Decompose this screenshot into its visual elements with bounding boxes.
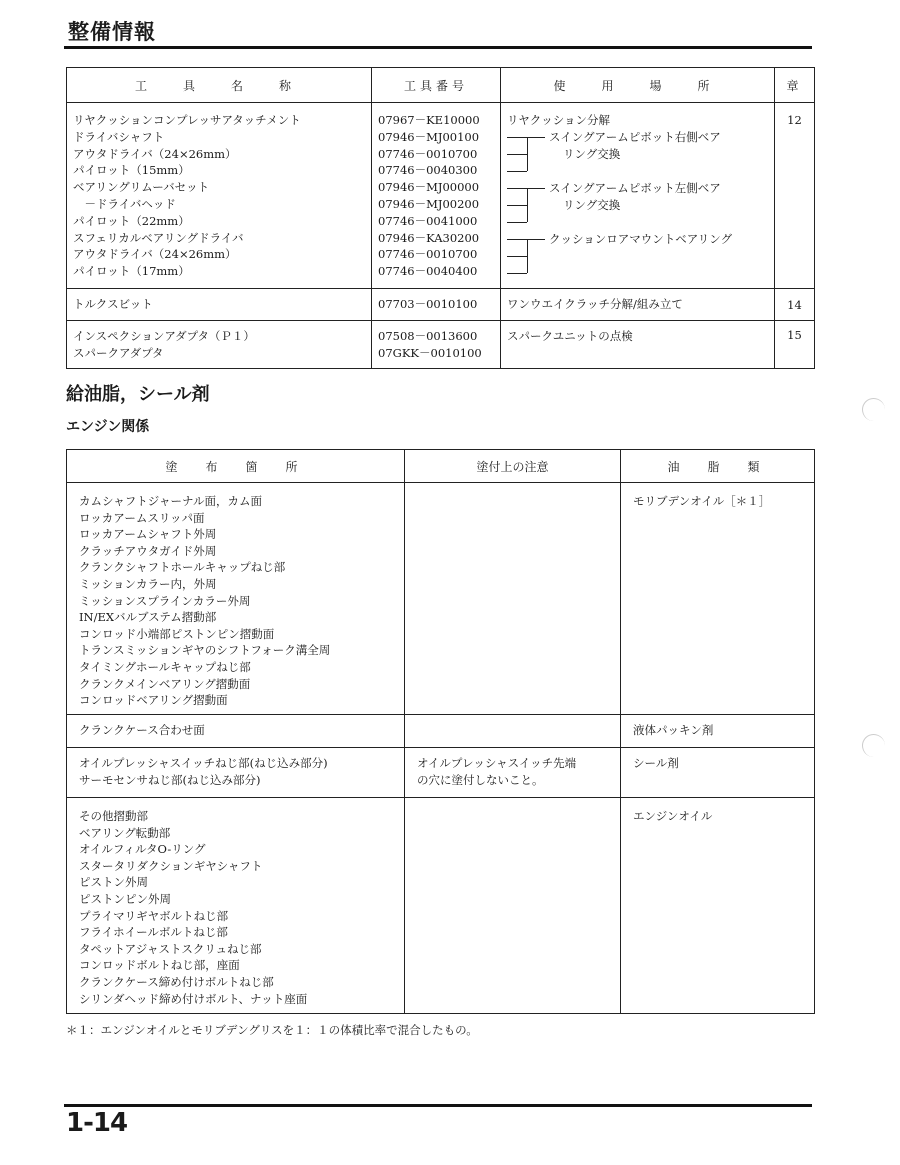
grease-header-row [67,450,815,483]
bracket-vertical [527,188,528,222]
lubricant-table [66,449,815,1014]
section-title: 給油脂，シール剤 [66,384,210,405]
header-caution: 塗付上の注意 [405,450,621,483]
bracket-vertical [527,239,528,273]
tool-name: スフェリカルベアリングドライバ [73,230,244,245]
location-item: カムシャフトジャーナル面，カム面 [79,494,262,508]
location-item: ベアリング転動部 [79,825,171,840]
location-item: コンロッドベアリング摺動面 [79,693,228,708]
page-number: 1-14 [66,1108,128,1138]
tool-names-cell [67,103,372,289]
location-item: コンロッド小端部ピストンピン摺動面 [79,626,275,641]
lubricant-name: エンジンオイル [633,809,713,823]
tools-row-rear-suspension [67,103,815,289]
tool-number: 07703－0010100 [378,297,478,312]
header-application-point: 塗 布 箇 所 [67,450,405,483]
tool-number: 07746－0041000 [378,213,478,228]
tool-name: リヤクッションコンプレッサアタッチメント [73,113,301,127]
tool-name: インスペクションアダプタ（Ｐ１） [73,329,255,343]
grease-row-engine-oil [67,798,815,1014]
tool-number: 07946－MJ00100 [378,129,480,144]
location-item: タイミングホールキャップねじ部 [79,659,251,674]
header-tool-number: 工具番号 [372,68,501,103]
bracket-line [507,188,545,189]
location-item: クラッチアウタガイド外周 [79,543,217,558]
location-item: クランクケース締め付けボルトねじ部 [79,974,274,989]
grease-row-moly [67,483,815,715]
tools-header-row [67,68,815,103]
special-tools-table [66,67,815,369]
location-item: ミッションカラー内，外周 [79,576,217,591]
tool-name: アウタドライバ（24×26mm） [73,146,237,161]
bracket-line [507,137,545,138]
caution-note: オイルプレッシャスイッチ先端 [417,756,577,770]
location-item: IN/EXバルブステム摺動部 [79,610,217,625]
location-item: ピストン外周 [79,875,148,890]
tool-number: 07967－KE10000 [378,113,480,127]
footnote: ＊１：エンジンオイルとモリブデングリスを１：１の体積比率で混合したもの。 [66,1023,478,1037]
location-item: オイルプレッシャスイッチねじ部(ねじ込み部分) [79,756,328,770]
lubricant-cell [621,798,815,1014]
tool-number: 07508－0013600 [378,329,478,343]
binder-hole-mark [862,398,885,421]
header-tool-name: 工 具 名 称 [67,68,372,103]
bracket-line [507,239,545,240]
tool-name: トルクスビット [73,297,153,312]
lubricant-name: 液体パッキン剤 [633,723,714,737]
bracket-line [507,256,527,257]
tool-name: －ドライバヘッド [73,196,176,211]
usage-text: ワンウエイクラッチ分解/組み立て [507,297,683,312]
chapter-cell: 14 [775,289,815,321]
tool-name: ベアリングリムーバセット [73,180,210,195]
tool-name: パイロット（17mm） [73,264,190,279]
usage-right-pivot: スイングアームピボット右側ベア [549,130,721,144]
bracket-line [507,222,527,223]
lubricant-name: モリブデンオイル［＊１］ [633,494,771,508]
location-item: タペットアジャストスクリュねじ部 [79,941,262,956]
tool-number: 07946－MJ00000 [378,180,480,195]
tool-name: スパークアダプタ [73,345,164,360]
header-rule [64,46,812,49]
grease-row-sealant [67,748,815,798]
location-item: クランクメインベアリング摺動面 [79,676,251,691]
tool-number: 07746－0010700 [378,146,478,161]
caution-note: の穴に塗付しないこと。 [417,772,544,787]
location-item: ロッカアームスリッパ面 [79,510,205,525]
section-subtitle: エンジン関係 [66,419,150,435]
location-item: プライマリギヤボルトねじ部 [79,908,229,923]
locations-cell [67,483,405,715]
location-item: クランクシャフトホールキャップねじ部 [79,560,286,575]
grease-row-liquid-packing [67,715,815,748]
header-chapter: 章 [775,68,815,103]
bracket-line [507,205,527,206]
bracket-line [507,171,527,172]
binder-hole-mark [862,734,885,757]
locations-cell [67,798,405,1014]
tool-name: ドライバシャフト [73,129,165,144]
location-item: ミッションスプラインカラー外周 [79,593,251,608]
location-item: トランスミッションギヤのシフトフォーク溝全周 [79,643,331,658]
header-lubricant: 油 脂 類 [621,450,815,483]
location-item: ロッカアームシャフト外周 [79,527,217,542]
usage-left-pivot-2: リング交換 [563,198,621,212]
usage-left-pivot: スイングアームピボット左側ベア [549,181,721,195]
tool-number: 07946－KA30200 [378,230,480,245]
tools-row-spark-unit [67,321,815,369]
footer-rule [64,1104,812,1107]
tool-name: アウタドライバ（24×26mm） [73,247,237,262]
tool-numbers-cell [372,103,501,289]
lubricant-cell [621,483,815,715]
tool-name: パイロット（15mm） [73,163,190,178]
usage-rear-cushion: リヤクッション分解 [507,113,611,127]
location-item: フライホイールボルトねじ部 [79,925,228,940]
location-item: コンロッドボルトねじ部，座面 [79,958,240,973]
lubricant-name: シール剤 [633,756,679,770]
location-item: シリンダヘッド締め付けボルト、ナット座面 [79,991,308,1006]
page-header-title: 整備情報 [68,20,156,44]
location-item: スタータリダクションギヤシャフト [79,858,263,873]
caution-cell [405,798,621,1014]
location-item: クランクケース合わせ面 [79,723,205,737]
location-item: オイルフィルタO-リング [79,842,206,857]
caution-cell [405,715,621,748]
usage-right-pivot-2: リング交換 [563,147,621,161]
tool-number: 07746－0040400 [378,264,478,279]
caution-cell [405,483,621,715]
chapter-cell: 15 [775,321,815,369]
bracket-vertical [527,137,528,171]
tool-number: 07GKK－0010100 [378,345,482,360]
bracket-line [507,154,527,155]
tool-number: 07946－MJ00200 [378,196,480,211]
location-item: その他摺動部 [79,809,148,823]
chapter-cell: 12 [775,103,815,289]
tools-row-oneway-clutch [67,289,815,321]
tool-number: 07746－0010700 [378,247,478,262]
location-item: サーモセンサねじ部(ねじ込み部分) [79,772,261,787]
location-item: ピストンピン外周 [79,891,171,906]
tool-name: パイロット（22mm） [73,213,190,228]
usage-cushion-lower: クッションロアマウントベアリング [549,232,733,246]
usage-cell [501,103,775,289]
header-usage: 使 用 場 所 [501,68,775,103]
bracket-line [507,273,527,274]
usage-bracket-diagram [507,112,768,282]
tool-number: 07746－0040300 [378,163,478,178]
usage-text: スパークユニットの点検 [507,329,633,343]
